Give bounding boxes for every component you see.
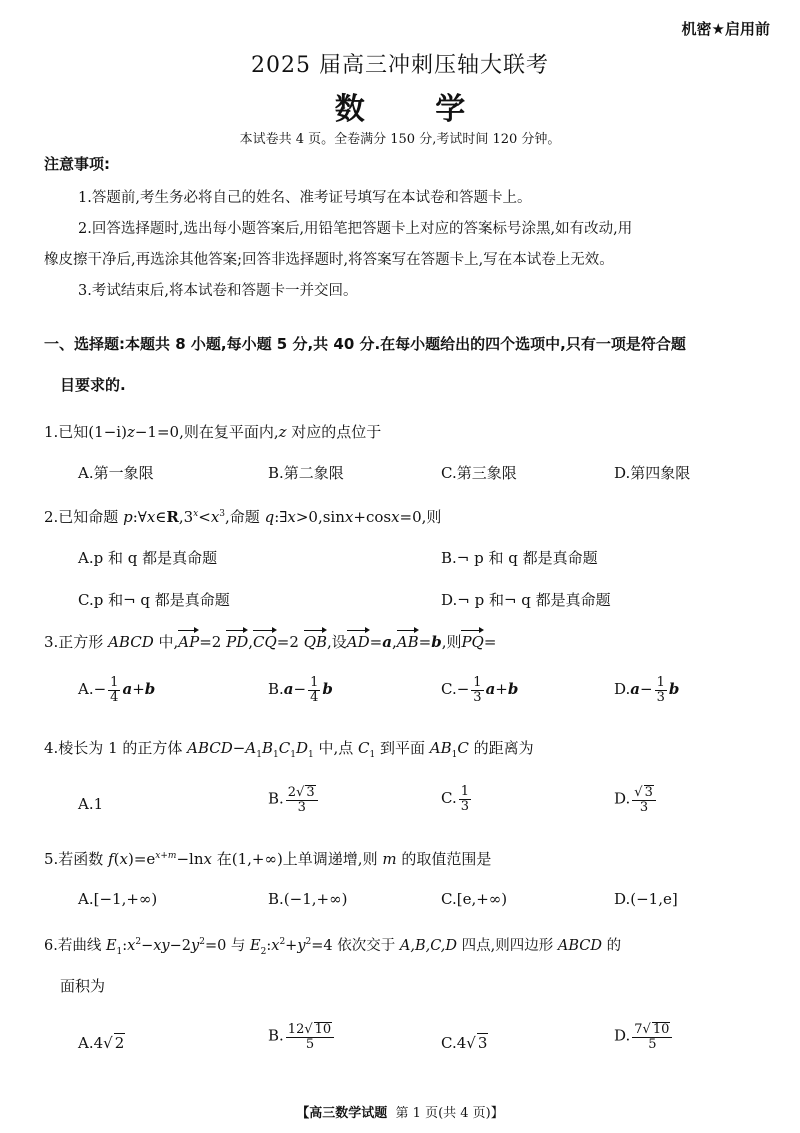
notice-heading: 注意事项: [44,155,110,173]
question-4-option-d: D. $\frac{√ 3}{3}$ [614,785,658,814]
question-2-stem: 2.已知命题 $p:\forall x\in R,3^x<x^3$,命题 q:∃x>0,sinx+cosx=0,则 [44,508,442,526]
notice-item-1: 1.答题前,考生务必将自己的姓名、准考证号填写在本试卷和答题卡上。 [78,190,532,206]
question-6-option-d: D. $\frac{7√ 10}{5}$ [614,1022,674,1051]
question-4-option-c: C. $\frac{1}{3}$ [441,784,469,814]
notice-item-2-line-2: 橡皮擦干净后,再选涂其他答案;回答非选择题时,将答案写在答题卡上,写在本试卷上无效。 [44,252,614,268]
question-3-option-c: C.− $\frac{1}{3}$ a+b [441,675,519,705]
question-6-option-a: A.4√ 2 [78,1034,125,1052]
question-3-option-b: B.a− $\frac{1}{4}$ b [268,675,333,705]
footer-brand: 【高三数学试题 [296,1106,388,1121]
footer-page-number: 第 1 页(共 4 页)】 [395,1106,504,1121]
question-5-option-a: A.[−1,+∞) [78,890,158,908]
question-2-option-b: B.¬ p 和 q 都是真命题 [441,549,598,567]
question-6-stem: 6.若曲线 $E_1:x^2-xy-2y^2=0$ 与 $E_2:x^2+y^2=4$ 依次交于 A,B,C,D 四点,则四边形 ABCD 的 [44,937,622,957]
exam-title: 2025 届高三冲刺压轴大联考 [251,53,549,78]
question-3-option-a: A.− $\frac{1}{4}$ a+b [78,675,156,705]
question-4-option-b: B. $\frac{2√ 3}{3}$ [268,785,320,814]
question-5-option-b: B.(−1,+∞) [268,890,348,908]
page-footer [0,1102,800,1121]
subject-title: 数 学 [334,92,496,127]
notice-item-3: 3.考试结束后,将本试卷和答题卡一并交回。 [78,283,358,299]
question-6-stem-line-2: 面积为 [60,977,106,995]
question-5-option-d: D.(−1,e] [614,890,678,908]
question-2-option-a: A.p 和 q 都是真命题 [78,549,218,567]
question-2-option-c: C.p 和¬ q 都是真命题 [78,591,230,609]
exam-info: 本试卷共 4 页。全卷满分 150 分,考试时间 120 分钟。 [239,132,561,147]
question-4-stem: 4.棱长为 1 的正方体 $ABCD-A_1B_1C_1D_1$ 中,点 $C_1$ 到平面 $AB_1C$ 的距离为 [44,739,534,760]
question-6-option-c: C.4√ 3 [441,1034,488,1052]
question-3-option-d: D.a− $\frac{1}{3}$ b [614,675,680,705]
question-1-stem: 1.已知(1−i)z−1=0,则在复平面内,z 对应的点位于 [44,423,382,441]
question-4-option-a: A.1 [78,795,104,813]
question-6-option-b: B. $\frac{12√ 10}{5}$ [268,1022,336,1051]
question-2-option-d: D.¬ p 和¬ q 都是真命题 [441,591,611,609]
confidential-mark: 机密★启用前 [681,20,770,38]
section-1-heading-line-2: 目要求的. [60,376,126,394]
question-1-option-b: B.第二象限 [268,464,344,482]
question-5-option-c: C.[e,+∞) [441,890,508,908]
question-5-stem: 5.若函数 $f(x)=e^{x+m}-\ln x$ 在(1,+∞)上单调递增,则 m 的取值范围是 [44,850,492,868]
question-1-option-a: A.第一象限 [78,464,154,482]
question-1-option-d: D.第四象限 [614,464,691,482]
question-1-option-c: C.第三象限 [441,464,517,482]
section-1-heading-line-1: 一、选择题:本题共 8 小题,每小题 5 分,共 40 分.在每小题给出的四个选项中,只有一项是符合题 [44,335,686,353]
question-3-stem: 3.正方形 ABCD 中,AP=2 PD,CQ=2 QB,设AD=a,AB=b,则PQ= [44,633,497,651]
notice-item-2-line-1: 2.回答选择题时,选出每小题答案后,用铅笔把答题卡上对应的答案标号涂黑,如有改动,用 [78,221,633,237]
